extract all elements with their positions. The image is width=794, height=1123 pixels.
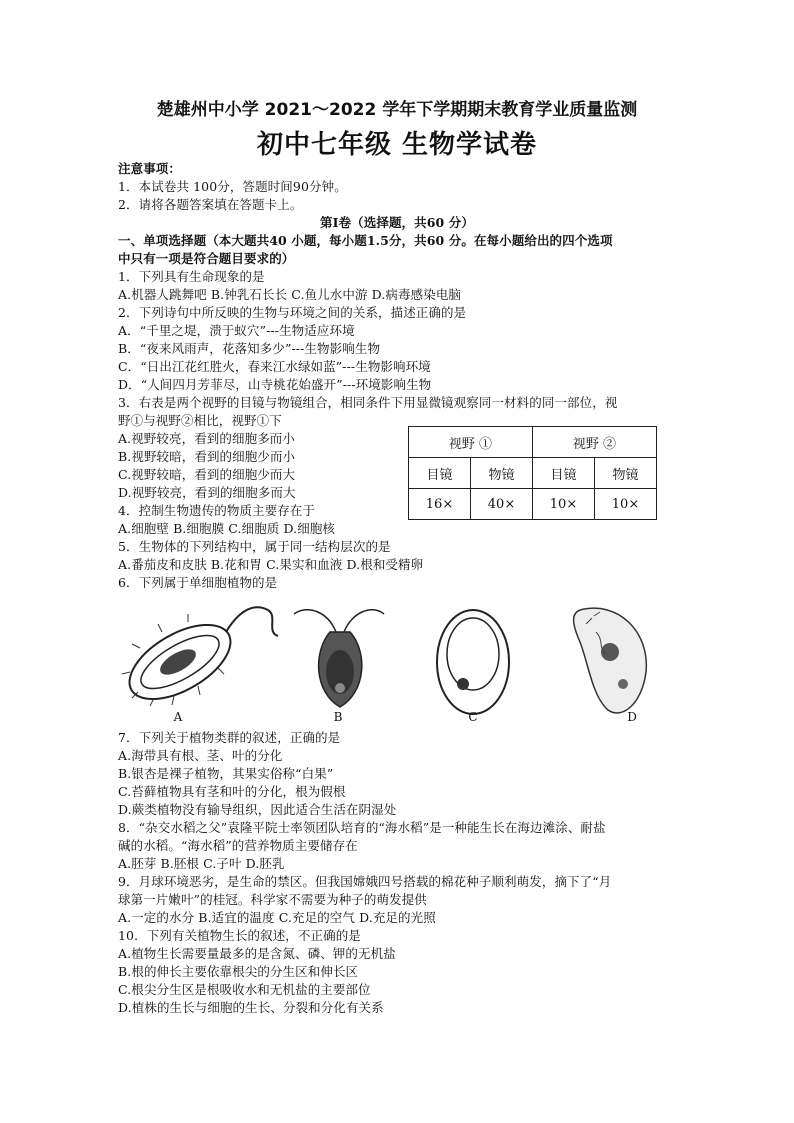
figure-label-c: C — [468, 710, 478, 724]
table-header-view1: 视野 ① — [409, 427, 533, 458]
cell-d-figure — [574, 608, 647, 713]
question-4: 4．控制生物遗传的物质主要存在于 — [118, 503, 316, 518]
question-5: 5．生物体的下列结构中，属于同一结构层次的是 — [118, 539, 391, 554]
section-instructions: 一、单项选择题（本大题共40 小题，每小题1.5分，共60 分。在每小题给出的四个选项 — [118, 233, 613, 248]
microscope-table — [408, 426, 657, 520]
table-cell: 物镜 — [595, 458, 657, 489]
question-option: D.视野较亮，看到的细胞多而大 — [118, 485, 296, 500]
question-option: A.海带具有根、茎、叶的分化 — [118, 748, 283, 763]
table-cell: 目镜 — [409, 458, 471, 489]
figure-label-b: B — [333, 710, 343, 724]
question-option: A.视野较亮，看到的细胞多而小 — [118, 431, 296, 446]
question-option: D.蕨类植物没有输导组织，因此适合生活在阴湿处 — [118, 802, 397, 817]
question-option: A．“千里之堤，溃于蚁穴”---生物适应环境 — [118, 323, 355, 338]
question-8-cont: 碱的水稻。“海水稻”的营养物质主要储存在 — [118, 838, 358, 853]
question-option: D.植株的生长与细胞的生长、分裂和分化有关系 — [118, 1000, 384, 1015]
exam-subtitle: 初中七年级 生物学试卷 — [256, 130, 538, 160]
figure-label-d: D — [627, 710, 637, 724]
question-9-options: A.一定的水分 B.适宜的温度 C.充足的空气 D.充足的光照 — [118, 910, 436, 925]
question-9: 9．月球环境恶劣，是生命的禁区。但我国嫦娥四号搭载的棉花种子顺利萌发，摘下了“月 — [118, 874, 612, 889]
note-item: 2．请将各题答案填在答题卡上。 — [118, 197, 303, 212]
figure-label-a: A — [173, 710, 183, 724]
question-option: B．“夜来风雨声，花落知多少”---生物影响生物 — [118, 341, 381, 356]
question-option: C.根尖分生区是根吸收水和无机盐的主要部位 — [118, 982, 371, 997]
question-option: C.苔藓植物具有茎和叶的分化，根为假根 — [118, 784, 346, 799]
question-6: 6．下列属于单细胞植物的是 — [118, 575, 278, 590]
question-4-options: A.细胞壁 B.细胞膜 C.细胞质 D.细胞核 — [118, 521, 336, 536]
cell-b-figure — [294, 610, 384, 707]
cell-figures — [118, 592, 678, 732]
table-cell: 40× — [471, 489, 533, 520]
question-option: A.植物生长需要量最多的是含氮、磷、钾的无机盐 — [118, 946, 396, 961]
question-option: B.根的伸长主要依靠根尖的分生区和伸长区 — [118, 964, 359, 979]
question-option: D．“人间四月芳菲尽，山寺桃花始盛开”---环境影响生物 — [118, 377, 432, 392]
table-cell: 10× — [595, 489, 657, 520]
table-cell: 10× — [533, 489, 595, 520]
cell-c-figure — [437, 610, 509, 714]
notes-heading: 注意事项： — [118, 161, 182, 176]
question-3-cont: 野①与视野②相比，视野①下 — [118, 413, 282, 428]
question-option: C.视野较暗，看到的细胞少而大 — [118, 467, 296, 482]
question-8-options: A.胚芽 B.胚根 C.子叶 D.胚乳 — [118, 856, 285, 871]
note-item: 1．本试卷共 100分，答题时间90分钟。 — [118, 179, 347, 194]
section-instructions: 中只有一项是符合题目要求的） — [118, 251, 295, 266]
question-5-options: A.番茄皮和皮肤 B.花和胃 C.果实和血液 D.根和受精卵 — [118, 557, 424, 572]
question-option: B.银杏是裸子植物，其果实俗称“白果” — [118, 766, 334, 781]
question-1: 1．下列具有生命现象的是 — [118, 269, 265, 284]
question-9-cont: 球第一片嫩叶”的桂冠。科学家不需要为种子的萌发提供 — [118, 892, 427, 907]
part1-heading: 第Ⅰ卷（选择题，共60 分） — [320, 215, 474, 230]
question-1-options: A.机器人跳舞吧 B.钟乳石长长 C.鱼儿水中游 D.病毒感染电脑 — [118, 287, 462, 302]
table-header-view2: 视野 ② — [533, 427, 657, 458]
table-cell: 16× — [409, 489, 471, 520]
question-3: 3．右表是两个视野的目镜与物镜组合，相同条件下用显微镜观察同一材料的同一部位，视 — [118, 395, 618, 410]
table-cell: 物镜 — [471, 458, 533, 489]
question-10: 10．下列有关植物生长的叙述，不正确的是 — [118, 928, 361, 943]
cell-a-figure — [118, 607, 278, 714]
table-cell: 目镜 — [533, 458, 595, 489]
exam-header-title: 楚雄州中小学 2021～2022 学年下学期期末教育学业质量监测 — [156, 100, 638, 120]
question-option: C．“日出江花红胜火，春来江水绿如蓝”---生物影响环境 — [118, 359, 431, 374]
question-option: B.视野较暗，看到的细胞少而小 — [118, 449, 296, 464]
question-7: 7．下列关于植物类群的叙述，正确的是 — [118, 730, 341, 745]
question-2: 2．下列诗句中所反映的生物与环境之间的关系，描述正确的是 — [118, 305, 467, 320]
question-8: 8．“杂交水稻之父”袁隆平院士率领团队培育的“海水稻”是一种能生长在海边滩涂、耐盐 — [118, 820, 606, 835]
